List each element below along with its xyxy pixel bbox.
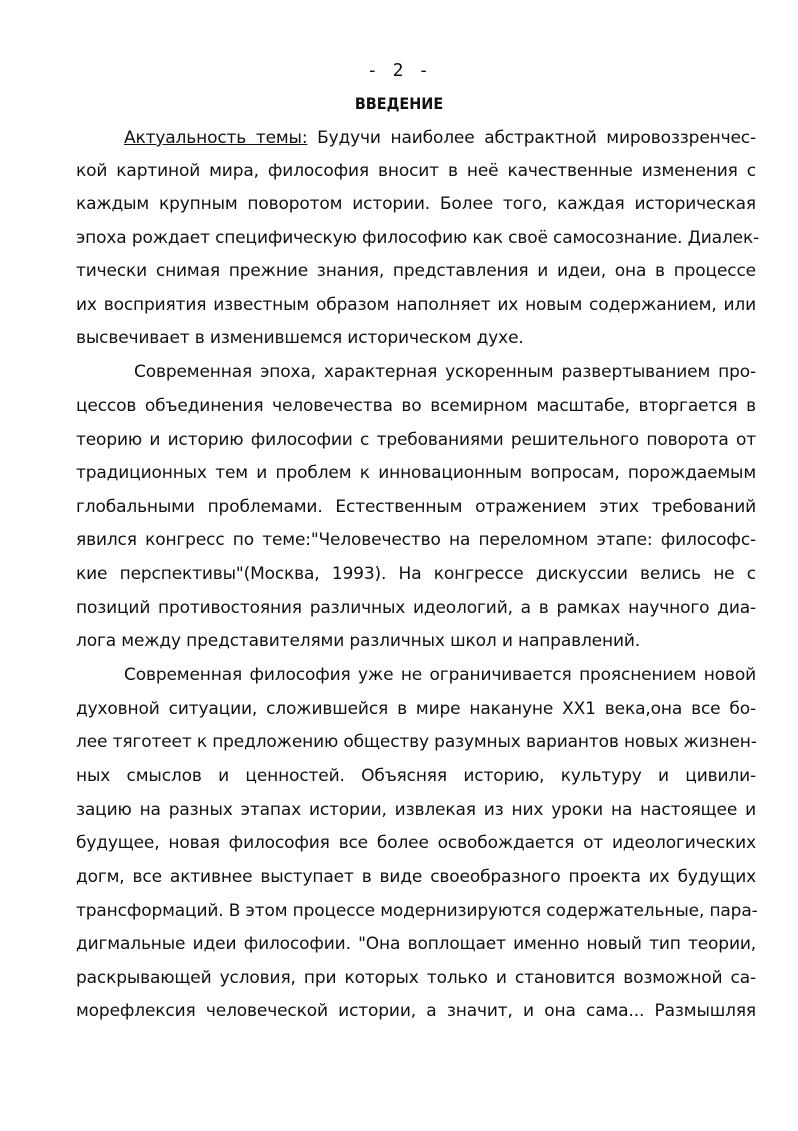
page-number: - 2 - (366, 60, 432, 81)
text-line: дигмальные идеи философии. "Она воплощает именно новый тип теории, (76, 934, 756, 954)
text-line: Современная эпоха, характерная ускоренным развертыванием про- (134, 362, 756, 382)
text-line: их восприятия известным образом наполняет их новым содержанием, или (76, 295, 756, 315)
text-line-content: Будучи наиболее абстрактной мировоззренчес- (317, 128, 756, 148)
relevance-label: Актуальность темы: (124, 128, 308, 148)
text-line: лога между представителями различных школ и направлений. (76, 631, 640, 651)
text-line: раскрывающей условия, при которых только и становится возможной са- (76, 968, 756, 988)
text-line: тически снимая прежние знания, представления и идеи, она в процессе (76, 261, 756, 281)
text-line: кие перспективы"(Москва, 1993). На конгрессе дискуссии велись не с (76, 564, 756, 584)
text-line: теорию и историю философии с требованиями решительного поворота от (76, 430, 756, 450)
text-line: цессов объединения человечества во всемирном масштабе, вторгается в (76, 396, 756, 416)
text-line: традиционных тем и проблем к инновационным вопросам, порождаемым (76, 463, 756, 483)
text-line: лее тяготеет к предложению обществу разумных вариантов новых жизнен- (76, 732, 757, 752)
text-line (124, 127, 756, 149)
text-line: духовной ситуации, сложившейся в мире накануне XX1 века,она все бо- (76, 699, 756, 719)
text-line: высвечивает в изменившемся историческом духе. (76, 328, 524, 348)
text-line: каждым крупным поворотом истории. Более того, каждая историческая (76, 194, 756, 214)
text-line: Современная философия уже не ограничивается прояснением новой (124, 665, 756, 685)
text-line: будущее, новая философия все более освобождается от идеологических (76, 833, 756, 853)
text-line: догм, все активнее выступает в виде своеобразного проекта их будущих (76, 867, 756, 887)
section-heading: ВВЕДЕНИЕ (354, 94, 444, 113)
text-line: ных смыслов и ценностей. Объясняя историю, культуру и цивили- (76, 766, 756, 786)
text-line: явился конгресс по теме:"Человечество на переломном этапе: философс- (76, 530, 756, 550)
text-line: эпоха рождает специфическую философию как своё самосознание. Диалек- (76, 228, 760, 248)
text-line: зацию на разных этапах истории, извлекая из них уроки на настоящее и (76, 800, 756, 820)
text-line: глобальными проблемами. Естественным отражением этих требований (76, 497, 756, 517)
text-line: морефлексия человеческой истории, а значит, и она сама... Размышляя (76, 1001, 756, 1021)
text-line: кой картиной мира, философия вносит в неё качественные изменения с (76, 161, 756, 181)
text-line: позиций противостояния различных идеологий, а в рамках научного диа- (76, 598, 756, 618)
text-line: трансформаций. В этом процессе модернизируются содержательные, пара- (76, 901, 758, 921)
